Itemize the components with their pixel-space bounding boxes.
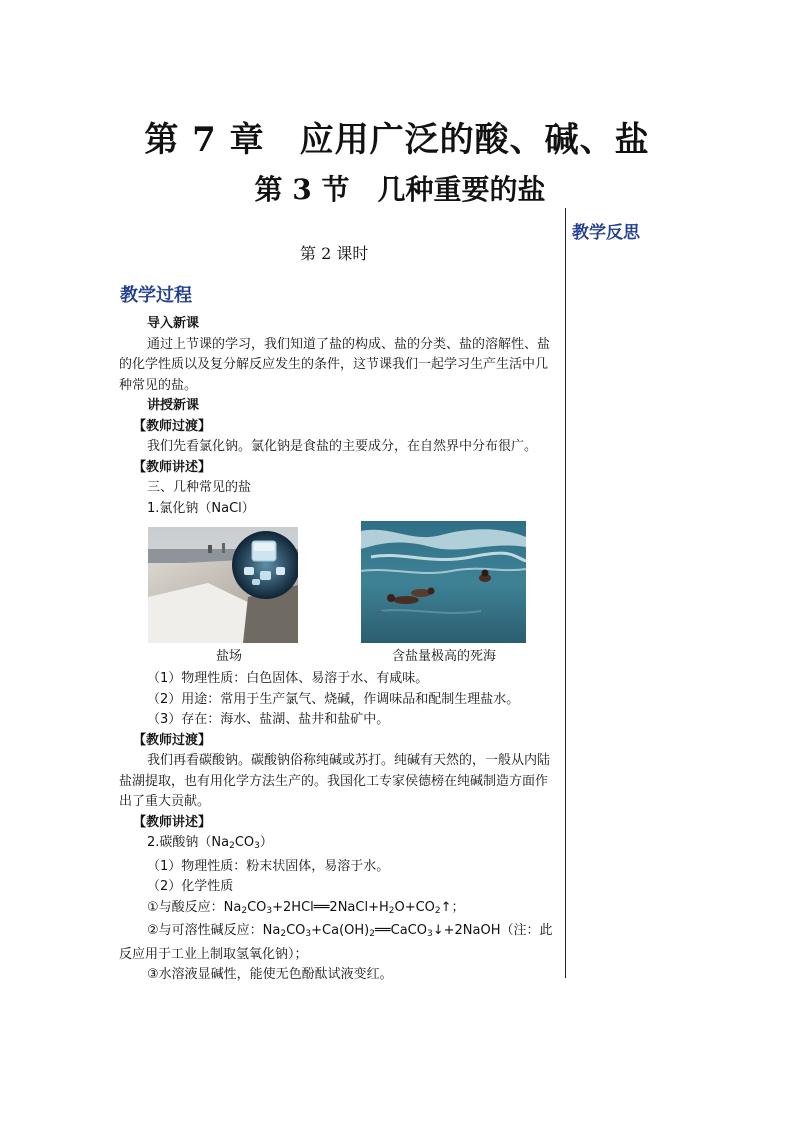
chapter-title: 第 7 章 应用广泛的酸、碱、盐 (144, 120, 650, 160)
lesson-number: 第 2 课时 (300, 244, 369, 263)
nacl-occurrence: （3）存在：海水、盐湖、盐井和盐矿中。 (147, 712, 390, 727)
teacher-lecture-label: 【教师讲述】 (133, 459, 212, 475)
teaching-process-title: 教学过程 (120, 285, 192, 306)
new-lesson-heading: 讲授新课 (147, 398, 200, 413)
salt-field-caption: 盐场 (216, 649, 243, 664)
dead-sea-photo (361, 521, 526, 643)
intro-paragraph: 通过上节课的学习，我们知道了盐的构成、盐的分类、盐的溶解性、盐的化学性质以及复分解反应发生的条件，这节课我们一起学习生产生活中几种常见的盐。 (119, 336, 551, 393)
na2co3-chemical-heading: （2）化学性质 (147, 879, 234, 894)
section-title: 第 3 节 几种重要的盐 (254, 173, 546, 206)
nacl-heading: 1.氯化钠（NaCl） (147, 500, 255, 516)
sodium-carbonate-intro: 我们再看碳酸钠。碳酸钠俗称纯碱或苏打。纯碱有天然的，一般从内陆盐湖提取，也有用化学方法生产的。我国化工专家侯德榜在纯碱制造方面作出了重大贡献。 (119, 753, 551, 809)
photo-row (119, 521, 559, 669)
teaching-reflection-label: 教学反思 (572, 223, 640, 243)
na2co3-physical-property: （1）物理性质：粉末状固体，易溶于水。 (147, 858, 390, 874)
nacl-uses: （2）用途：常用于生产氯气、烧碱，作调味品和配制生理盐水。 (147, 691, 520, 707)
reaction-with-base: ②与可溶性碱反应：$Na_2CO_3+Ca(OH)_2══CaCO_3↓+2NaOH$（注：此反应用于工业上制取氢氧化钠）； (119, 923, 553, 962)
column-divider (565, 208, 566, 978)
lesson-body (119, 314, 559, 986)
teacher-lecture-label-2: 【教师讲述】 (133, 814, 212, 830)
dead-sea-caption: 含盐量极高的死海 (392, 649, 497, 664)
reaction-with-acid: ①与酸反应：$Na_2CO_3+2HCl══2NaCl+H_2O+CO_2↑$； (147, 899, 465, 916)
subsection-heading: 三、几种常见的盐 (147, 480, 252, 495)
intro-heading: 导入新课 (147, 316, 200, 331)
na2co3-heading: 2.碳酸钠$(Na_2CO_3)$ (147, 835, 273, 851)
salt-field-photo (148, 527, 298, 643)
teacher-transition-label: 【教师过渡】 (133, 418, 212, 434)
solution-alkalinity: ③水溶液显碱性，能使无色酚酞试液变红。 (147, 967, 393, 982)
nacl-physical-property: （1）物理性质：白色固体、易溶于水、有咸味。 (147, 671, 429, 686)
teacher-transition-label-2: 【教师过渡】 (133, 732, 212, 748)
transition-paragraph: 我们先看氯化钠。氯化钠是食盐的主要成分，在自然界中分布很广。 (147, 439, 538, 454)
